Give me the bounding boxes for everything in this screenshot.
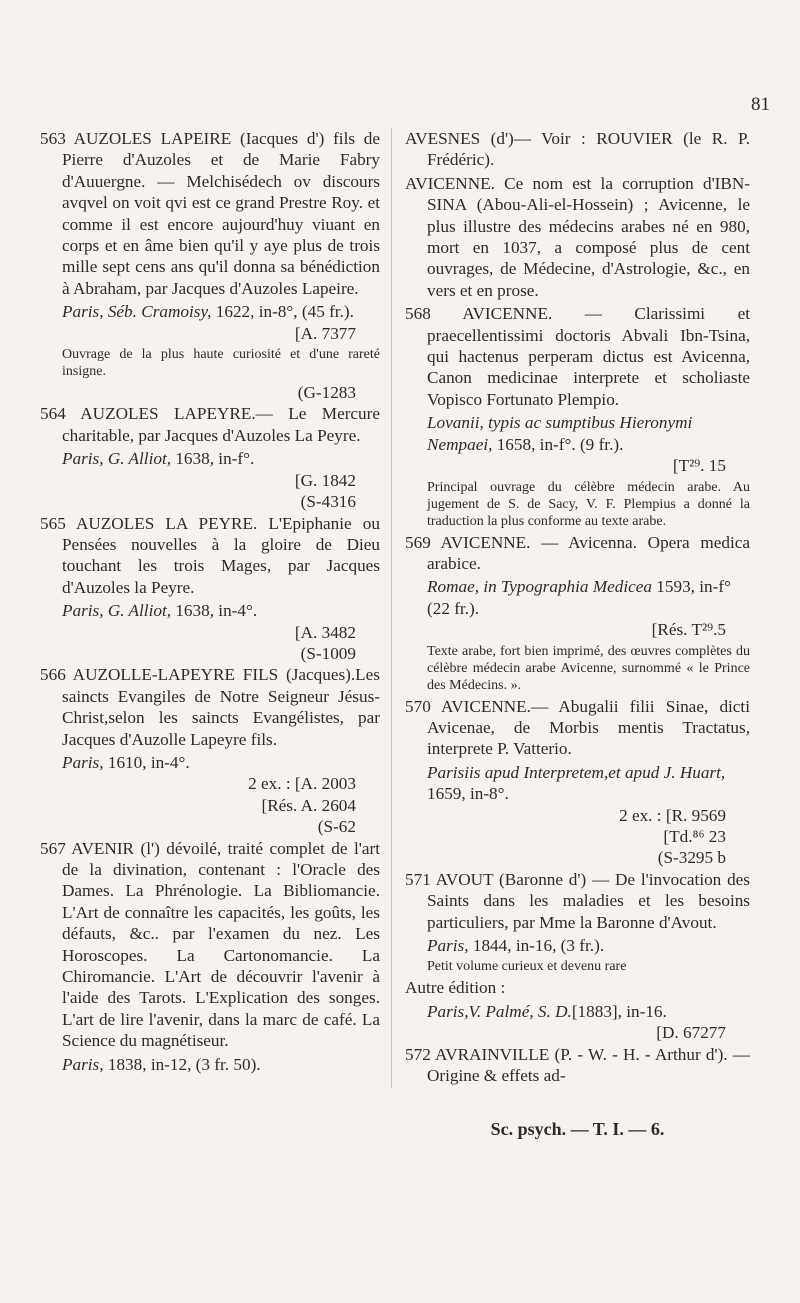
entry-imprint — [40, 301, 380, 322]
entry-text: 569 AVICENNE. — Avicenna. Opera medica arabice. — [405, 532, 750, 573]
entry-imprint — [405, 762, 750, 805]
entry-imprint — [40, 448, 380, 469]
entry-note: Principal ouvrage du célèbre médecin arabe. Au jugement de S. de Sacy, V. F. Plempius a donné la traduction la plus conforme au texte arabe. — [427, 479, 750, 529]
entry-note: Texte arabe, fort bien imprimé, des œuvres complètes du célèbre médecin arabe Avicenne, surnommé « le Prince des Médecins. ». — [427, 643, 750, 693]
shelfmark: [Rés. T²⁹.5 — [651, 620, 726, 640]
shelfmark: [G. 1842 (S-4316 — [294, 470, 356, 512]
imprint-date-format: 1658, in-f°. (9 fr.). — [492, 434, 624, 454]
imprint-date-format: 1638, in-f°. — [171, 449, 255, 469]
imprint-place-publisher: Paris, — [62, 1054, 104, 1074]
entry-text: AVESNES (d')— Voir : ROUVIER (le R. P. Frédéric). — [405, 129, 750, 170]
entry-text: 571 AVOUT (Baronne d') — De l'invocation des Saints dans les maladies et les besoins particuliers, par Mme la Baronne d'Avout. — [405, 869, 750, 932]
entry-note: Petit volume curieux et devenu rare — [427, 959, 627, 975]
entry-text: Autre édition : — [405, 978, 506, 998]
imprint-date-format: 1638, in-4°. — [171, 601, 258, 621]
shelfmark-secondary: (G-1283 — [297, 383, 356, 403]
imprint-place-publisher: Paris,V. Palmé, S. D. — [427, 1001, 572, 1021]
left-column — [40, 128, 380, 1075]
shelfmark: [A. 3482 (S-1009 — [294, 622, 356, 663]
shelfmark: [D. 67277 — [656, 1023, 726, 1043]
page-number: 81 — [751, 94, 770, 115]
column-divider — [391, 128, 392, 1088]
entry-text: 572 AVRAINVILLE (P. - W. - H. - Arthur d'). — Origine & effets ad- — [405, 1044, 750, 1086]
entry-imprint — [40, 600, 380, 621]
entry-text: 568 AVICENNE. — Clarissimi et praecellentissimi doctoris Abvali Ibn-Tsina, qui hactenus perperam dictus est Avicenna, Canon medicinae interprete et scholiaste Vopisco Fortunato Plempio. — [405, 304, 750, 409]
imprint-place-publisher: Paris, G. Alliot, — [62, 601, 172, 621]
right-column — [405, 128, 750, 1088]
shelfmark: [T²⁹. 15 — [672, 456, 726, 476]
entry-imprint — [405, 1001, 750, 1022]
catalog-entry — [40, 403, 380, 512]
imprint-date-format: 1844, in-16, (3 fr.). — [468, 936, 605, 955]
entry-text: 567 AVENIR (l') dévoilé, traité complet de l'art de la divination, contenant : l'Oracle des Dames. La Phrénologie. La Bibliomancie. L'Art de connaître les capacités, les goûts, les défauts, &c.. par l'examen du nez. Les Horoscopes. La Cartonomancie. La Chiromancie. L'Art de découvrir l'avenir à l'aide des Tarots. L'Explication des songes. L'art de lire l'avenir, dans la marc de café. La Science du magnétiseur. — [40, 838, 380, 1051]
catalog-entry — [405, 977, 750, 1043]
shelfmark: [A. 7377 — [294, 323, 356, 343]
catalog-entry — [405, 128, 750, 171]
catalog-entry — [405, 1044, 750, 1087]
imprint-date-format: 1838, in-12, (3 fr. 50). — [103, 1054, 261, 1074]
imprint-date-format: 1659, in-8°. — [427, 784, 509, 804]
entry-imprint — [405, 576, 750, 619]
entry-text: 564 AUZOLES LAPEYRE.— Le Mercure charitable, par Jacques d'Auzoles La Peyre. — [40, 404, 380, 445]
entry-imprint — [405, 412, 750, 455]
entry-imprint — [40, 1054, 380, 1075]
imprint-place-publisher: Paris, — [427, 936, 469, 955]
shelfmark: 2 ex. : [R. 9569 [Td.⁸⁶ 23 (S-3295 b — [619, 805, 726, 868]
catalog-entry — [40, 838, 380, 1075]
imprint-date-format: 1622, in-8°, (45 fr.). — [211, 302, 354, 322]
entry-text: 570 AVICENNE.— Abugalii filii Sinae, dicti Avicenae, de Morbis mentis Tractatus, interprete P. Vatterio. — [405, 696, 750, 759]
signature-footer: Sc. psych. — T. I. — 6. — [490, 1119, 665, 1139]
imprint-place-publisher: Lovanii, typis ac sumptibus Hieronymi Nempaei, — [427, 413, 693, 454]
imprint-place-publisher: Paris, G. Alliot, — [62, 449, 172, 469]
shelfmark: 2 ex. : [A. 2003 [Rés. A. 2604 (S-62 — [248, 774, 356, 837]
catalog-entry — [405, 303, 750, 529]
entry-imprint — [405, 935, 750, 956]
imprint-place-publisher: Paris, Séb. Cramoisy, — [62, 302, 212, 322]
imprint-place-publisher: Romae, in Typographia Medicea — [427, 577, 652, 597]
imprint-place-publisher: Parisiis apud Interpretem,et apud J. Huart, — [427, 762, 726, 782]
imprint-date-format: 1610, in-4°. — [103, 752, 190, 772]
imprint-place-publisher: Paris, — [62, 752, 104, 772]
catalog-entry — [405, 173, 750, 301]
catalog-entry — [40, 664, 380, 837]
entry-imprint — [40, 752, 380, 773]
imprint-date-format: 1593, in-f° (22 fr.). — [427, 577, 731, 618]
catalog-entry — [40, 128, 380, 403]
catalog-entry — [40, 513, 380, 665]
entry-text: 563 AUZOLES LAPEIRE (Iacques d') fils de Pierre d'Auzoles et de Marie Fabry d'Auuergne. — Melchisédech ov discours avqvel on voit qvi est ce grand Prestre Roy. et comme il est encore aujourd'huy viuant en corps et en âme bien qu'il y aye plus de trois mille sept cens ans qu'il donna sa bénédiction à Abraham, par Jacques d'Auzoles Lapeire. — [40, 129, 380, 298]
catalog-entry — [405, 869, 750, 976]
entry-text: AVICENNE. Ce nom est la corruption d'IBN-SINA (Abou-Ali-el-Hossein) ; Avicenne, le plus illustre des médecins arabes né en 980, mort en 1037, a composé plus de cent ouvrages, de Médecine, d'Astrologie, &c., en vers et en prose. — [405, 173, 750, 300]
entry-text: 566 AUZOLLE-LAPEYRE FILS (Jacques).Les saincts Evangiles de Notre Seigneur Jésus-Christ,selon les saincts Evangélistes, par Jacques d'Auzolle Lapeyre fils. — [40, 665, 380, 749]
imprint-date-format: [1883], in-16. — [571, 1001, 667, 1021]
catalog-entry — [405, 696, 750, 869]
catalog-entry — [405, 532, 750, 694]
entry-note: Ouvrage de la plus haute curiosité et d'une rareté insigne. — [62, 347, 380, 380]
entry-text: 565 AUZOLES LA PEYRE. L'Epiphanie ou Pensées nouvelles à la gloire de Dieu touchant les trois Mages, par Jacques d'Auzoles la Peyre. — [40, 513, 380, 597]
